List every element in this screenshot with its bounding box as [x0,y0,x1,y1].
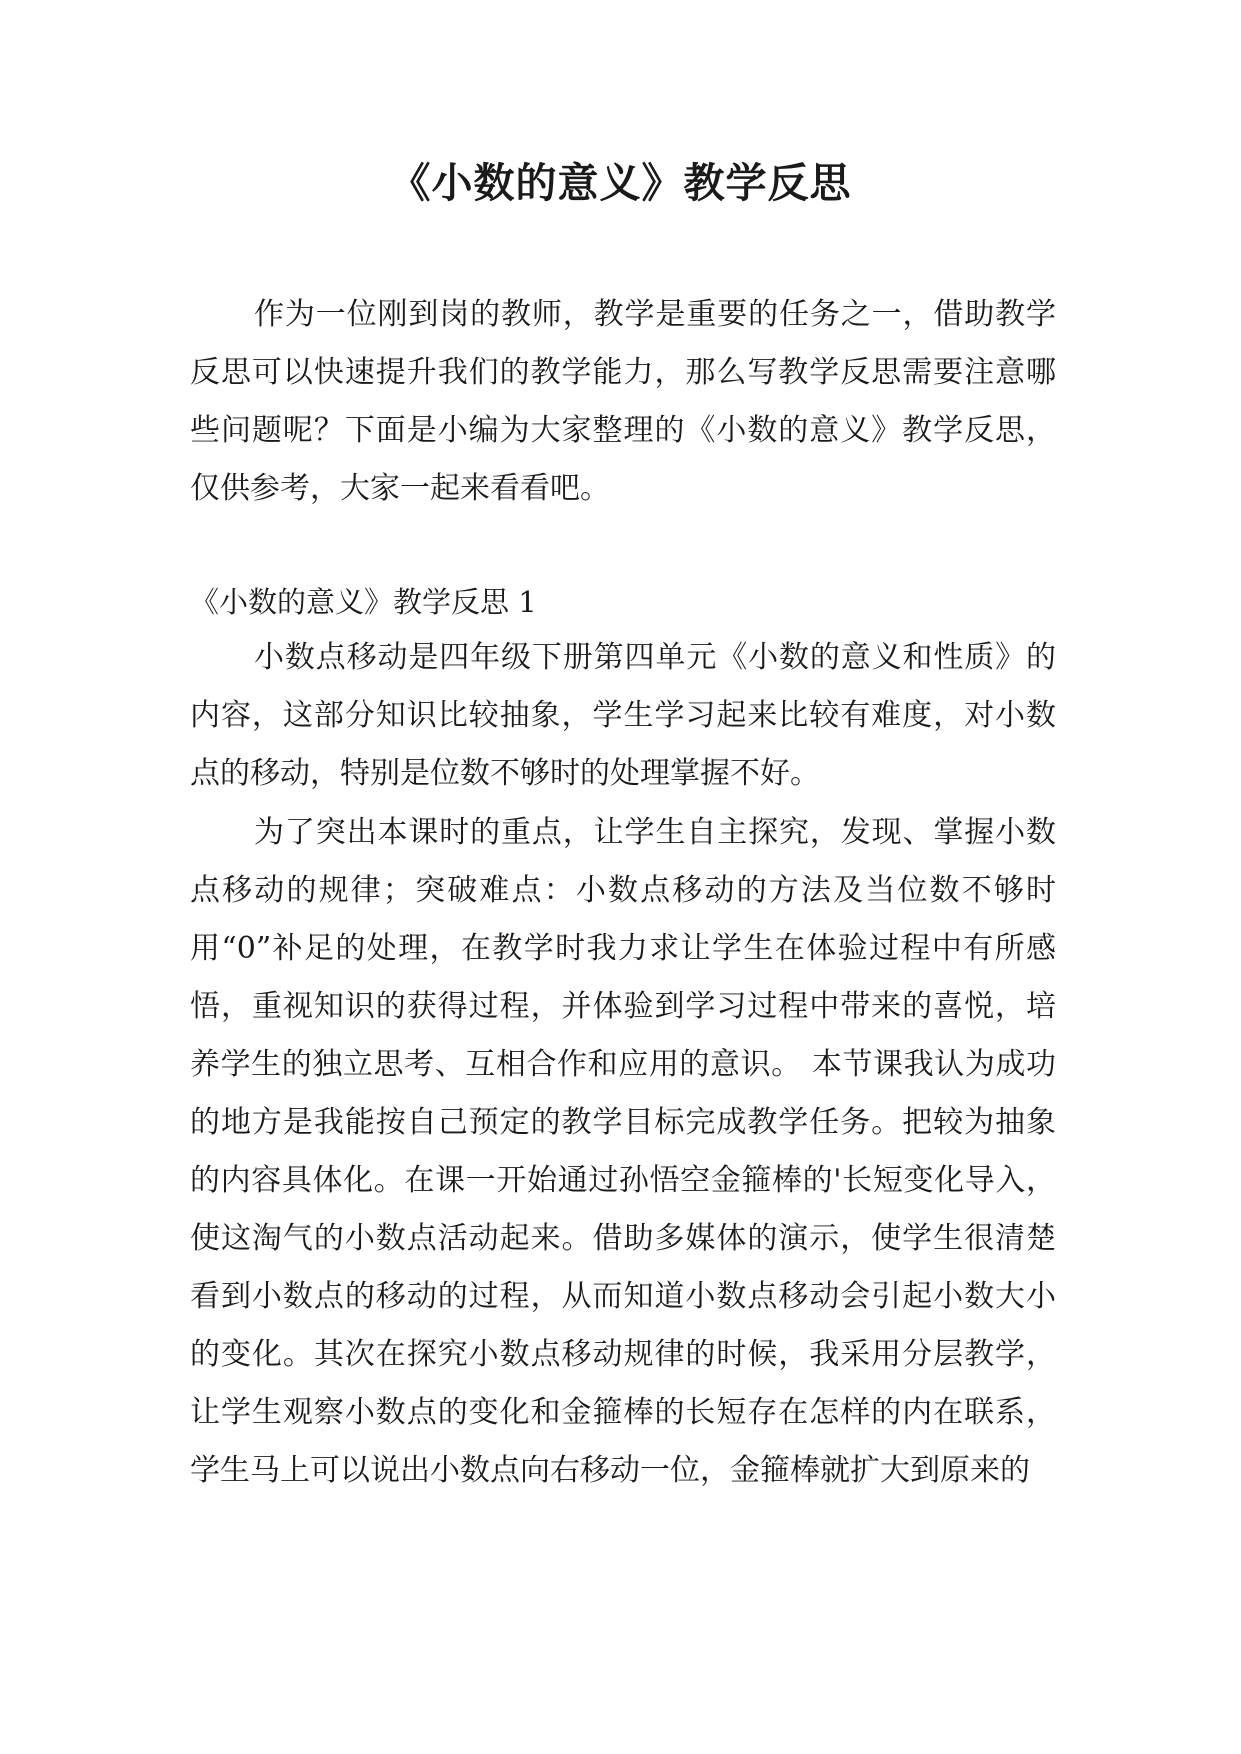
body-paragraph-2: 为了突出本课时的重点，让学生自主探究，发现、掌握小数点移动的规律；突破难点：小数点移动的方法及当位数不够时用“0”补足的处理，在教学时我力求让学生在体验过程中有所感悟，重视知识的获得过程，并体验到学习过程中带来的喜悦，培养学生的独立思考、互相合作和应用的意识。 本节课我认为成功的地方是我能按自己预定的教学目标完成教学任务。把较为抽象的内容具体化。在课一开始通过孙悟空金箍棒的'长短变化导入，使这淘气的小数点活动起来。借助多媒体的演示，使学生很清楚看到小数点的移动的过程，从而知道小数点移动会引起小数大小的变化。其次在探究小数点移动规律的时候，我采用分层教学，让学生观察小数点的变化和金箍棒的长短存在怎样的内在联系，学生马上可以说出小数点向右移动一位，金箍棒就扩大到原来的 [190,815,1056,1488]
intro-paragraph: 作为一位刚到岗的教师，教学是重要的任务之一，借助教学反思可以快速提升我们的教学能力，那么写教学反思需要注意哪些问题呢？下面是小编为大家整理的《小数的意义》教学反思，仅供参考，大家一起来看看吧。 [190,297,1056,506]
section-heading: 《小数的意义》教学反思 1 [190,585,537,619]
document-title: 《小数的意义》教学反思 [389,159,852,207]
body-paragraph-1: 小数点移动是四年级下册第四单元《小数的意义和性质》的内容，这部分知识比较抽象，学生学习起来比较有难度，对小数点的移动，特别是位数不够时的处理掌握不好。 [190,640,1056,791]
